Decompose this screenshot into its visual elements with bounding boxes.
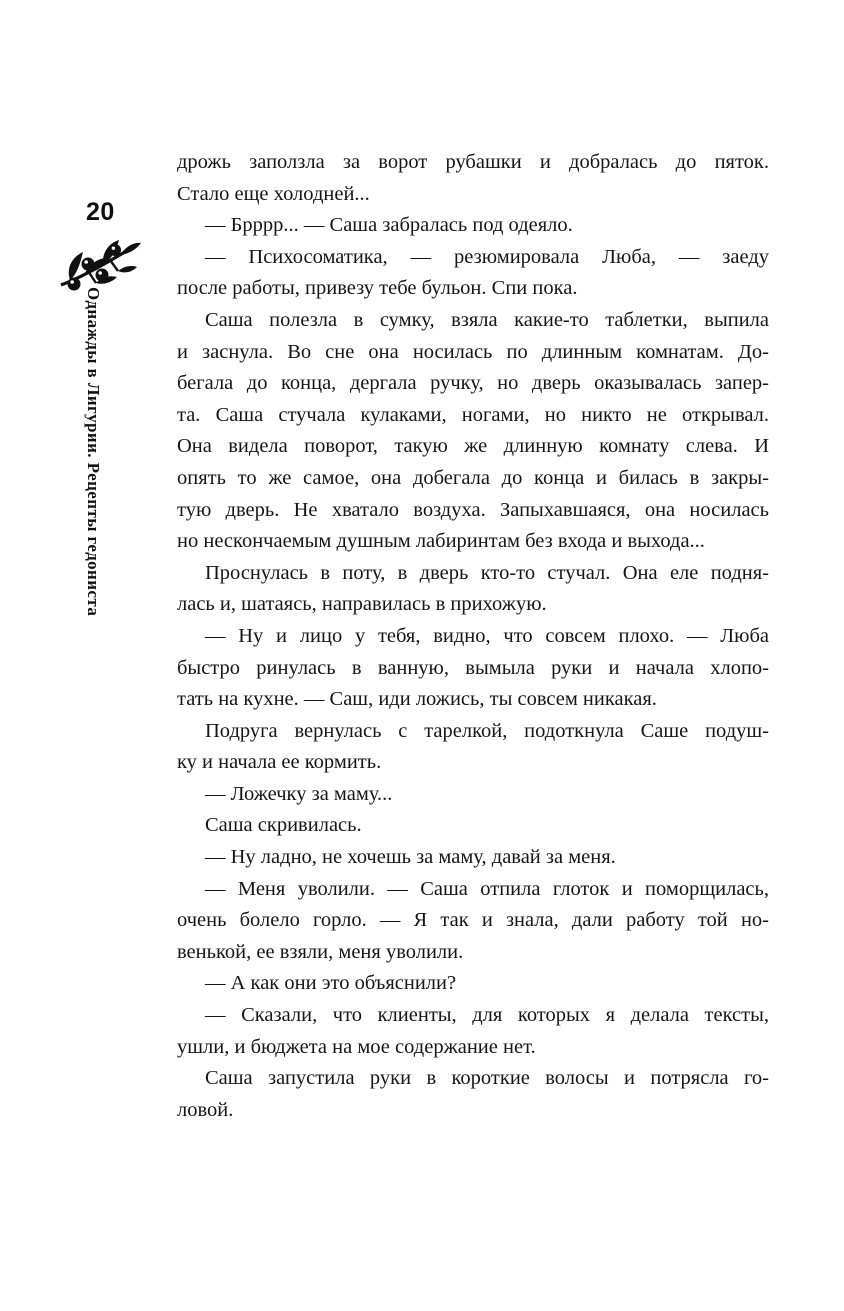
text-line: — Ложечку за маму... (205, 782, 393, 805)
body-text (177, 147, 769, 1126)
text-line: тую дверь. Не хватало воздуха. Запыхавшаяся, она носилась (177, 498, 769, 521)
paragraph (177, 1000, 769, 1063)
text-line: Проснулась в поту, в дверь кто-то стучал. Она еле подня- (205, 561, 769, 584)
text-line: — Брррр... — Саша забралась под одеяло. (205, 214, 573, 237)
paragraph (177, 147, 769, 210)
text-line: Она видела поворот, такую же длинную комнату слева. И (177, 435, 769, 458)
text-line: — Психосоматика, — резюмировала Люба, — заеду (205, 245, 769, 268)
text-line: и заснула. Во сне она носилась по длинным комнатам. До- (177, 340, 769, 363)
text-line: — А как они это объяснили? (205, 972, 457, 995)
text-line: Стало еще холодней... (177, 182, 370, 205)
text-line: тать на кухне. — Саш, иди ложись, ты совсем никакая. (177, 688, 657, 711)
text-line: быстро ринулась в ванную, вымыла руки и начала хлопо- (177, 656, 769, 679)
text-line: ловой. (177, 1098, 234, 1121)
paragraph (177, 558, 769, 621)
text-line: — Сказали, что клиенты, для которых я делала тексты, (205, 1004, 769, 1027)
paragraph (177, 621, 769, 716)
text-line: Саша запустила руки в короткие волосы и потрясла го- (205, 1067, 769, 1090)
running-title: Однажды в Лигурии. Рецепты гедониста (84, 287, 103, 617)
text-line: — Ну ладно, не хочешь за маму, давай за меня. (205, 846, 616, 869)
text-line: дрожь заползла за ворот рубашки и добралась до пяток. (177, 151, 769, 173)
paragraph (177, 874, 769, 969)
text-line: венькой, ее взяли, меня уволили. (177, 940, 464, 963)
text-line: после работы, привезу тебе бульон. Спи пока. (177, 277, 578, 300)
paragraph (177, 1063, 769, 1126)
paragraph (177, 968, 769, 1000)
text-line: но нескончаемым душным лабиринтам без входа и выхода... (177, 530, 705, 553)
paragraph (177, 779, 769, 811)
page-number: 20 (86, 198, 115, 226)
paragraph (177, 842, 769, 874)
paragraph (177, 810, 769, 842)
paragraph (177, 305, 769, 558)
text-line: опять то же самое, она добегала до конца и билась в закры- (177, 466, 769, 489)
text-line: Саша полезла в сумку, взяла какие-то таблетки, выпила (205, 308, 769, 331)
text-line: — Меня уволили. — Саша отпила глоток и поморщилась, (205, 877, 769, 900)
text-line: Саша скривилась. (205, 814, 362, 837)
text-line: бегала до конца, дергала ручку, но дверь оказывалась запер- (177, 372, 769, 395)
paragraph (177, 210, 769, 242)
paragraph (177, 716, 769, 779)
text-line: та. Саша стучала кулаками, ногами, но никто не открывал. (177, 403, 769, 426)
text-line: — Ну и лицо у тебя, видно, что совсем плохо. — Люба (205, 624, 769, 647)
text-line: лась и, шатаясь, направилась в прихожую. (177, 593, 547, 616)
text-line: очень болело горло. — Я так и знала, дали работу той но- (177, 909, 769, 932)
text-line: ушли, и бюджета на мое содержание нет. (177, 1035, 536, 1058)
text-line: ку и начала ее кормить. (177, 751, 382, 774)
text-line: Подруга вернулась с тарелкой, подоткнула Саше подуш- (205, 719, 769, 742)
olive-branch-icon (58, 233, 142, 293)
paragraph (177, 242, 769, 305)
